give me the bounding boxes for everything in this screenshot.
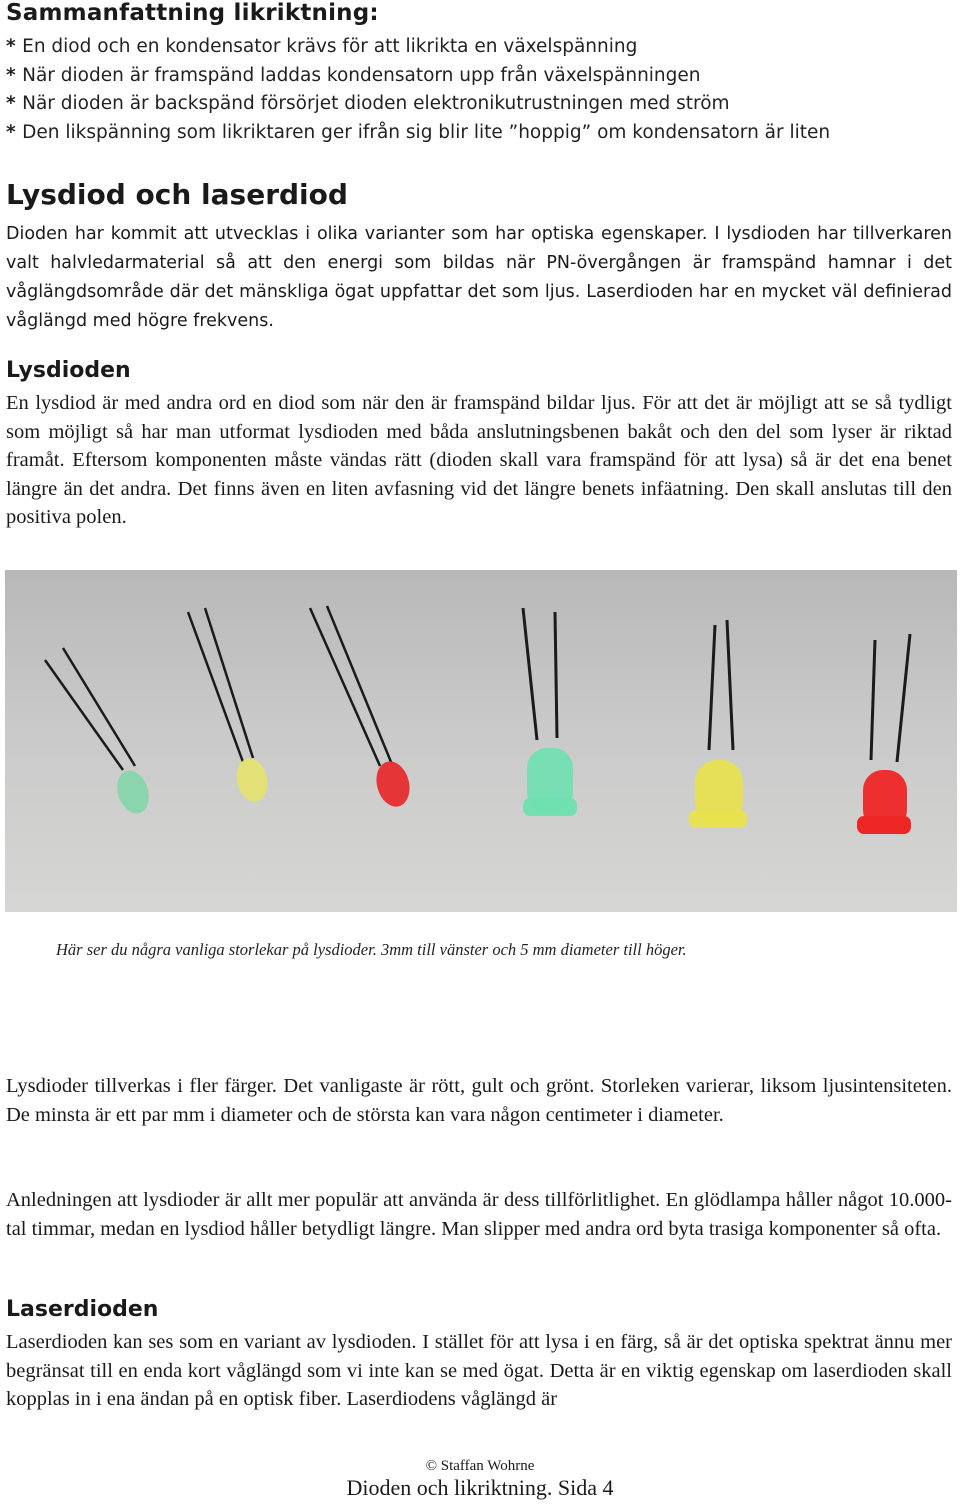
summary-item: * En diod och en kondensator krävs för att likrikta en växelspänning	[6, 36, 638, 57]
summary-list	[6, 33, 830, 147]
led-photo	[5, 570, 957, 912]
section-heading-lysdiod-laserdiod: Lysdiod och laserdiod	[6, 178, 348, 211]
summary-item: * Den likspänning som likriktaren ger ifrån sig blir lite ”hoppig” om kondensatorn är liten	[6, 121, 831, 143]
footer-title: Dioden och likriktning. Sida 4	[346, 1475, 614, 1500]
lysdioden-paragraph: En lysdiod är med andra ord en diod som när den är framspänd bildar ljus. För att det är möjligt att se så tydligt som möjligt så har man utformat lysdioden med båda anslutningsbenen bakåt och den del som lyser är riktad framåt. Eftersom komponenten måste vändas rätt (dioden skall vara framspänd för att lysa) så är det ena benet längre än det andra. Det finns även en liten avfasning vid det längre benets infäatning. Den skall anslutas till den positiva polen.	[6, 392, 952, 529]
reliability-paragraph: Anledningen att lysdioder är allt mer populär att använda är dess tillförlitlighet. En glödlampa håller något 10.000-tal timmar, medan en lysdiod håller betydligt längre. Man slipper med andra ord byta trasiga komponenter så ofta.	[6, 1189, 952, 1240]
section-heading-laserdioden: Laserdioden	[6, 1297, 159, 1322]
photo-background	[5, 570, 957, 912]
colors-paragraph: Lysdioder tillverkas i fler färger. Det vanligaste är rött, gult och grönt. Storleken varierar, liksom ljusintensiteten. De minsta är ett par mm i diameter och de största kan vara någon centimeter i diameter.	[6, 1075, 952, 1126]
intro-paragraph: Dioden har kommit att utvecklas i olika varianter som har optiska egenskaper. I lysdioden har tillverkaren valt halvledarmaterial så att den energi som bildas när PN-övergången är framspänd hamnar i det våglängdsområde där det mänskliga ögat uppfattar det som ljus. Laserdioden har en mycket väl definierad våglängd med högre frekvens.	[6, 224, 952, 331]
section-heading-lysdioden: Lysdioden	[6, 358, 131, 383]
led-body	[857, 816, 911, 834]
summary-item: * När dioden är backspänd försörjet dioden elektronikutrustningen med ström	[6, 93, 730, 114]
summary-heading: Sammanfattning likriktning:	[6, 0, 379, 26]
laserdioden-paragraph: Laserdioden kan ses som en variant av lysdioden. I stället för att lysa i en färg, så är det optiska spektrat ännu mer begränsat till en enda kort våglängd som vi inte kan se med ögat. Detta är en viktig egenskap om laserdioden skall kopplas in i ena ändan på en optisk fiber. Laserdiodens våglängd är	[6, 1331, 952, 1411]
led-body	[689, 810, 747, 828]
copyright-line: © Staffan Wohrne	[425, 1458, 535, 1474]
summary-item: * När dioden är framspänd laddas kondensatorn upp från växelspänningen	[6, 64, 701, 86]
figure-caption: Här ser du några vanliga storlekar på lysdioder. 3mm till vänster och 5 mm diameter till höger.	[56, 940, 687, 959]
led-body	[523, 798, 577, 816]
